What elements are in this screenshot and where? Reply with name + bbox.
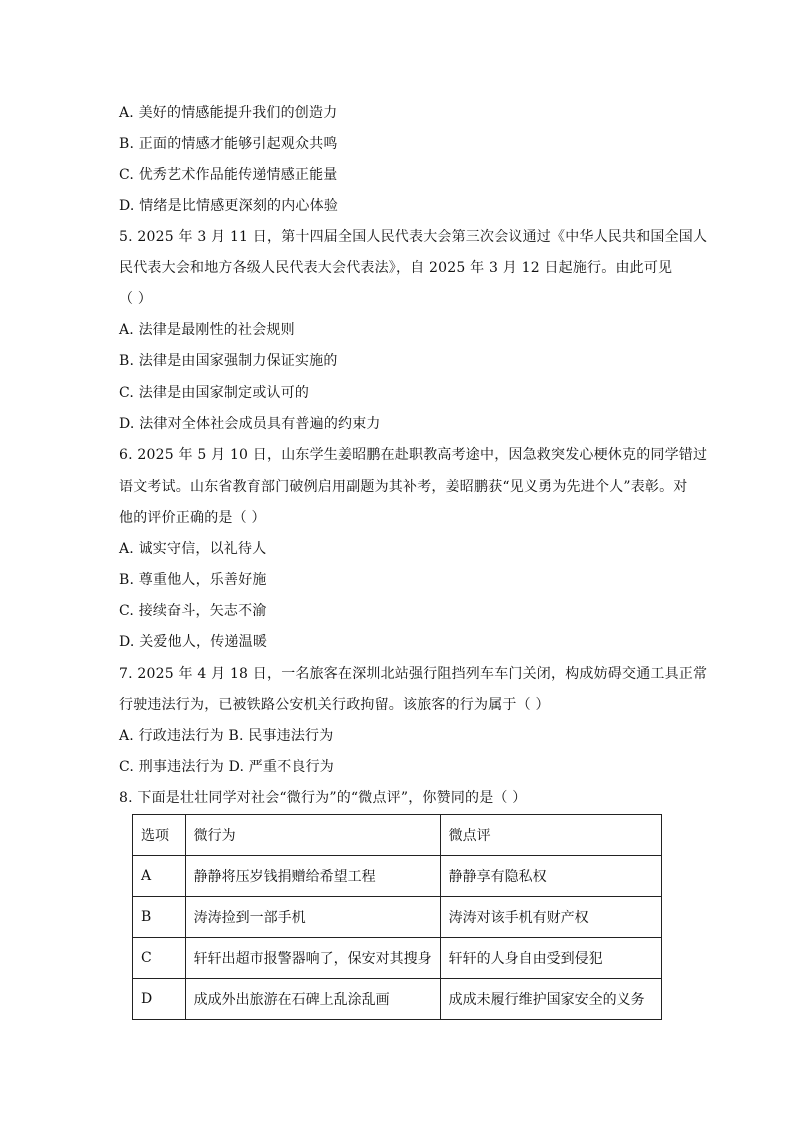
row-comment: 涛涛对该手机有财产权 [440,897,661,938]
q5-stem-line-2: 民代表大会和地方各级人民代表大会代表法》，自 2025 年 3 月 12 日起施行。由此可见 [119,260,673,276]
q6-option-b: B. 尊重他人，乐善好施 [119,572,267,588]
row-behavior: 轩轩出超市报警器响了，保安对其搜身 [185,938,440,979]
q6-option-a: A. 诚实守信，以礼待人 [119,541,267,557]
q4-option-d: D. 情绪是比情感更深刻的内心体验 [119,198,339,214]
header-option: 选项 [133,815,186,856]
q6-option-c: C. 接续奋斗，矢志不渝 [119,603,267,619]
q6-stem-line-3: 他的评价正确的是（ ） [119,510,266,526]
row-option: B [133,897,186,938]
table-row [133,856,662,897]
q5-stem-line-1: 5. 2025 年 3 月 11 日，第十四届全国人民代表大会第三次会议通过《中华人民共和国全国人 [119,229,708,245]
row-behavior: 静静将压岁钱捐赠给希望工程 [185,856,440,897]
q8-table [132,814,662,1020]
table-row [133,979,662,1020]
row-option: C [133,938,186,979]
row-option: A [133,856,186,897]
q5-option-a: A. 法律是最刚性的社会规则 [119,322,295,338]
q6-stem-line-1: 6. 2025 年 5 月 10 日，山东学生姜昭鹏在赴职教高考途中，因急救突发心梗休克的同学错过 [119,447,708,463]
row-behavior: 涛涛捡到一部手机 [185,897,440,938]
q7-stem-line-2: 行驶违法行为，已被铁路公安机关行政拘留。该旅客的行为属于（ ） [119,697,550,713]
row-comment: 轩轩的人身自由受到侵犯 [440,938,661,979]
table-header-row [133,815,662,856]
q4-option-b: B. 正面的情感才能够引起观众共鸣 [119,136,338,152]
row-option: D [133,979,186,1020]
row-behavior: 成成外出旅游在石碑上乱涂乱画 [185,979,440,1020]
q5-option-b: B. 法律是由国家强制力保证实施的 [119,353,338,369]
header-micro-comment: 微点评 [440,815,661,856]
q7-stem-line-1: 7. 2025 年 4 月 18 日，一名旅客在深圳北站强行阻挡列车车门关闭，构成妨碍交通工具正常 [119,666,708,682]
row-comment: 静静享有隐私权 [440,856,661,897]
q8-stem: 8. 下面是壮壮同学对社会“微行为”的“微点评”，你赞同的是（ ） [119,790,527,806]
q7-options-row-2: C. 刑事违法行为 D. 严重不良行为 [119,759,334,775]
q4-option-c: C. 优秀艺术作品能传递情感正能量 [119,167,338,183]
table-row [133,897,662,938]
header-micro-behavior: 微行为 [185,815,440,856]
q4-option-a: A. 美好的情感能提升我们的创造力 [119,105,338,121]
q5-answer-blank: （ ） [119,291,153,307]
q7-options-row-1: A. 行政违法行为 B. 民事违法行为 [119,728,334,744]
table-row [133,938,662,979]
q5-option-c: C. 法律是由国家制定或认可的 [119,385,310,401]
q5-option-d: D. 法律对全体社会成员具有普遍的约束力 [119,416,381,432]
row-comment: 成成未履行维护国家安全的义务 [440,979,661,1020]
q6-option-d: D. 关爱他人，传递温暖 [119,634,268,650]
q6-stem-line-2: 语文考试。山东省教育部门破例启用副题为其补考，姜昭鹏获“见义勇为先进个人”表彰。对 [119,479,688,495]
